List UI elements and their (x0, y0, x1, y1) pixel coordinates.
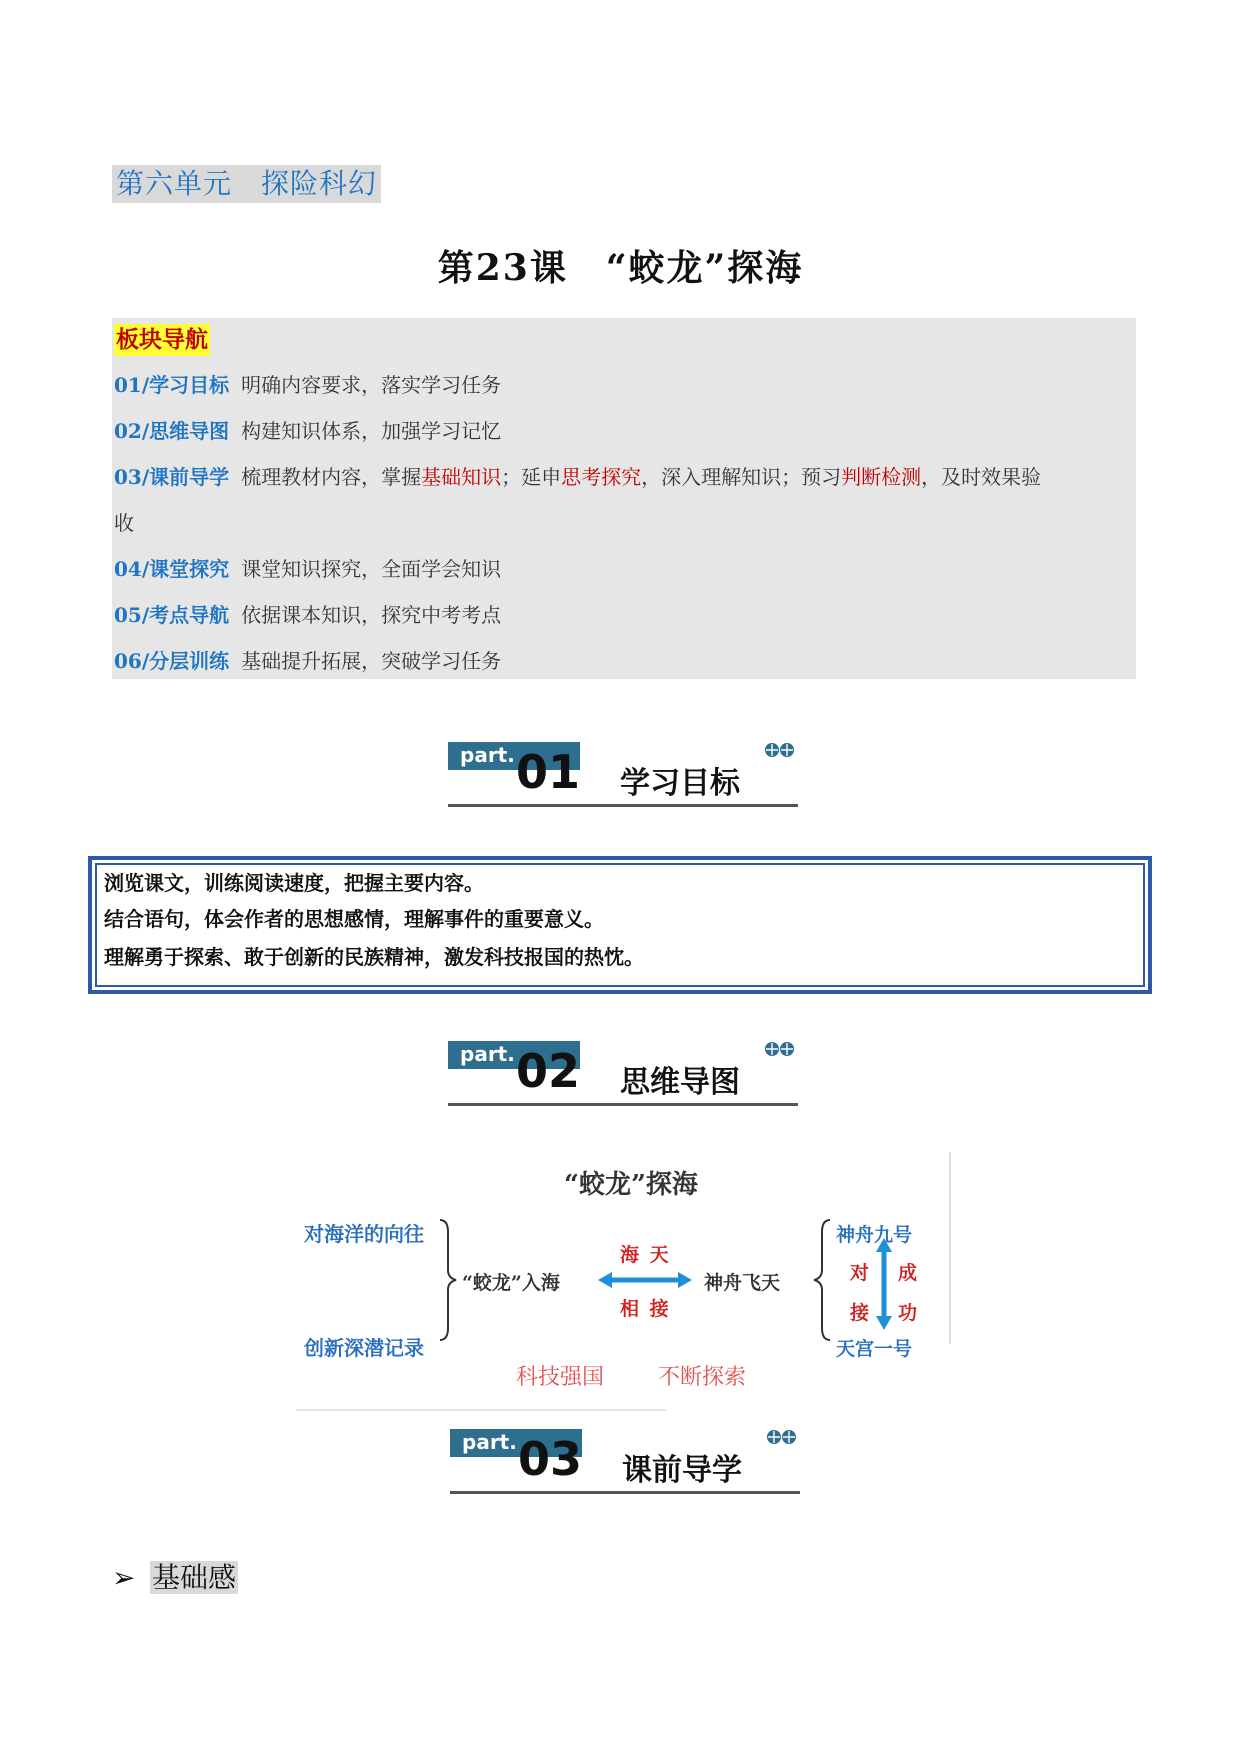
nav-item-03 (114, 463, 1130, 491)
nav-item-text: 课堂知识探究，全面学会知识 (241, 557, 502, 581)
nav-item-label: 05/考点导航 (114, 603, 230, 627)
part-tag-text: part. (460, 1042, 515, 1066)
nav-item-05 (114, 601, 1130, 629)
unit-title: 第六单元 探险科幻 (112, 165, 381, 203)
nav-item-label: 03/课前导学 (114, 465, 230, 489)
nav-item-label: 02/思维导图 (114, 419, 230, 443)
arrow-bullet-icon: ➢ (112, 1561, 136, 1594)
mind-map-title: “蛟龙”探海 (564, 1170, 698, 1200)
part-number: 01 (516, 745, 581, 799)
nav-item-06 (114, 647, 1130, 675)
part-underline (450, 1491, 800, 1494)
dots-icon (764, 1041, 796, 1057)
mind-map-arrow-top: 海 天 (620, 1244, 671, 1266)
mind-map-right-col-b2: 功 (898, 1302, 918, 1324)
mind-map-arrow-bottom: 相 接 (620, 1298, 671, 1320)
part-name: 课前导学 (622, 1453, 742, 1488)
part-number: 03 (518, 1432, 583, 1486)
nav-item-02 (114, 417, 1130, 445)
mind-map-right-col-a2: 接 (850, 1302, 870, 1324)
nav-highlight: 思考探究 (561, 465, 642, 489)
goal-item: 理解勇于探索、敢于创新的民族精神，激发科技报国的热忱。 (104, 945, 644, 969)
mind-map-right-col-b1: 成 (898, 1262, 918, 1284)
mind-map-left-top: 对海洋的向往 (304, 1222, 424, 1246)
nav-item-text: 明确内容要求，落实学习任务 (241, 373, 502, 397)
nav-item-text: 依据课本知识，探究中考考点 (241, 603, 502, 627)
nav-item-label: 01/学习目标 (114, 373, 230, 397)
dots-icon (764, 742, 796, 758)
part-03-header (450, 1427, 800, 1497)
nav-item-text: 基础提升拓展，突破学习任务 (241, 649, 502, 673)
goal-item: 浏览课文，训练阅读速度，把握主要内容。 (104, 871, 484, 895)
nav-item-03-wrap: 收 (114, 511, 134, 535)
mind-map (296, 1148, 956, 1412)
nav-highlight: 基础知识 (421, 465, 502, 489)
section-basic-label: 基础感 (152, 1561, 237, 1594)
mind-map-left-bottom: 创新深潜记录 (304, 1336, 424, 1360)
goal-item: 结合语句，体会作者的思想感情，理解事件的重要意义。 (104, 907, 604, 931)
section-basic (112, 1556, 238, 1596)
nav-item-04 (114, 555, 1130, 583)
nav-item-label: 04/课堂探究 (114, 557, 230, 581)
part-name: 思维导图 (620, 1065, 740, 1100)
part-underline (448, 1103, 798, 1106)
mind-map-right-top: 神舟九号 (836, 1224, 913, 1246)
part-02-header (448, 1039, 798, 1109)
part-tag-text: part. (460, 743, 515, 767)
nav-item-text: ，及时效果验 (921, 465, 1042, 489)
part-tag-text: part. (462, 1430, 517, 1454)
nav-heading: 板块导航 (114, 324, 210, 356)
nav-highlight: 判断检测 (841, 465, 922, 489)
nav-item-01 (114, 371, 1130, 399)
mind-map-right-bottom: 天宫一号 (836, 1338, 913, 1360)
part-number: 02 (516, 1044, 581, 1098)
nav-item-text: 构建知识体系，加强学习记忆 (241, 419, 502, 443)
nav-item-text: 梳理教材内容，掌握 (241, 465, 422, 489)
nav-item-label: 06/分层训练 (114, 649, 230, 673)
dots-icon (766, 1429, 798, 1445)
mind-map-bottom-a: 科技强国 (516, 1365, 605, 1390)
part-name: 学习目标 (620, 766, 740, 801)
part-underline (448, 804, 798, 807)
part-01-header (448, 740, 798, 810)
mind-map-bottom-b: 不断探索 (658, 1365, 747, 1390)
nav-item-text: ，深入理解知识；预习 (641, 465, 842, 489)
lesson-title: 第23课 “蛟龙”探海 (437, 247, 804, 289)
nav-item-text: ；延申 (501, 465, 562, 489)
mind-map-right-col-a1: 对 (850, 1262, 870, 1284)
mind-map-center-left: “蛟龙”入海 (462, 1272, 560, 1294)
mind-map-center-right: 神舟飞天 (704, 1272, 781, 1294)
